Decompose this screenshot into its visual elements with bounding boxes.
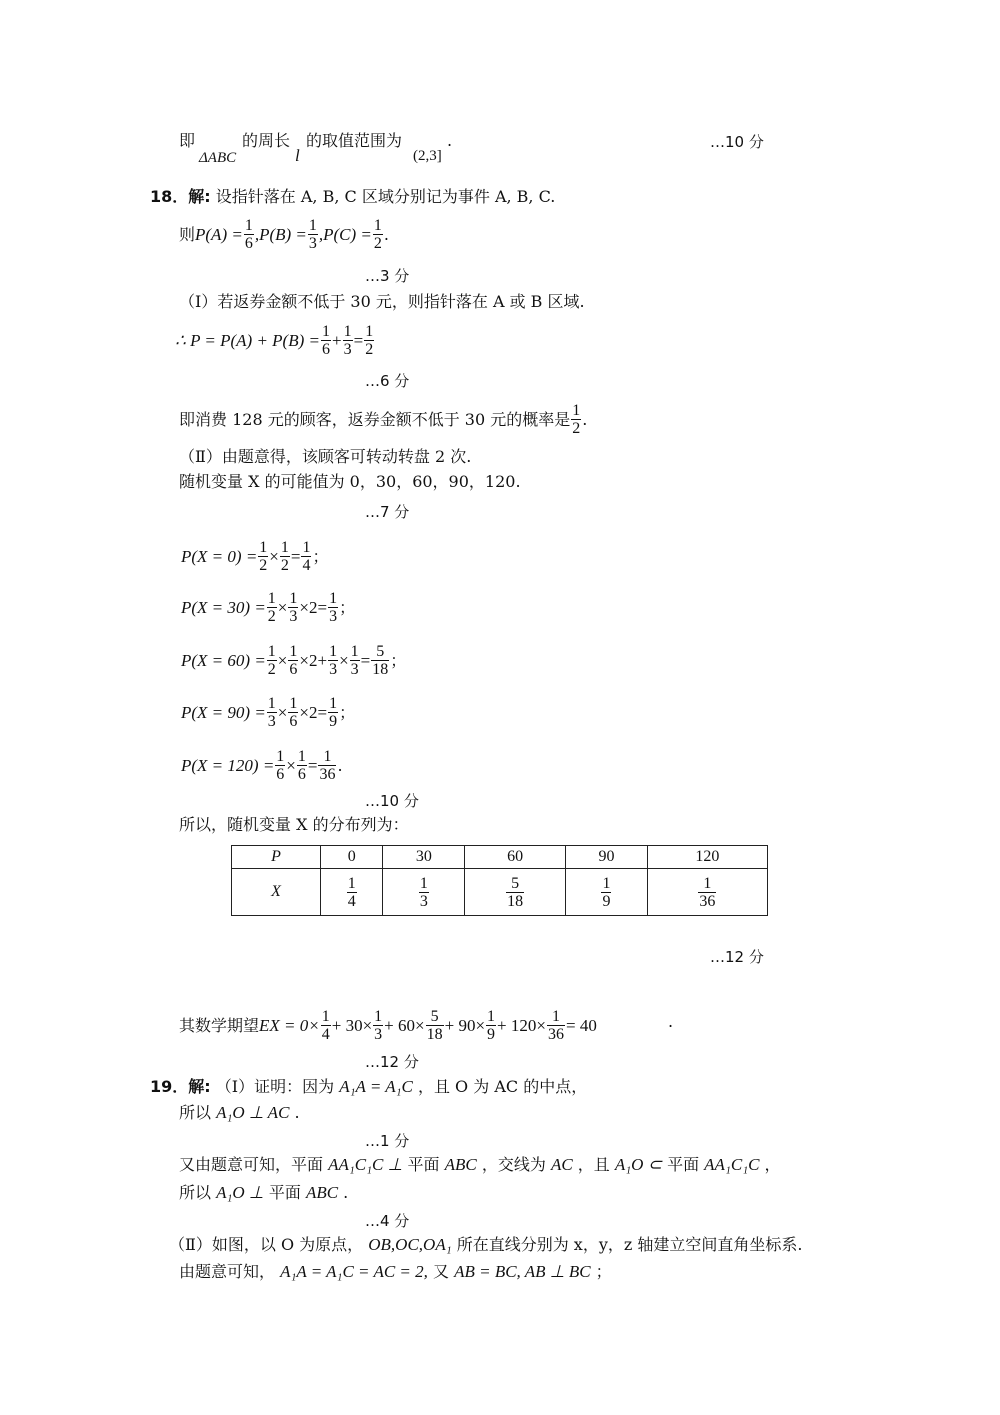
- score-marker: …1 分: [365, 1132, 410, 1150]
- q19-solution-label: 解:: [188, 1077, 211, 1096]
- q19-line4: 所以 A₁O ⊥ 平面 ABC .: [179, 1183, 349, 1202]
- fraction: $\frac{1}{4}$: [302, 539, 311, 574]
- q19-line3: 又由题意可知，平面 AA₁C₁C ⊥ 平面 ABC ，交线为 AC ，且 A₁O ⊂ 平面 AA₁C₁C ，: [179, 1155, 781, 1174]
- fraction: $\frac{1}{2}$: [259, 539, 268, 574]
- fraction: $\frac{5}{18}$: [426, 1008, 443, 1043]
- q18-probabilities: 则 P(A) = $\frac{1}{6}$ ,P(B) = $\frac{1}{3}$ ,P(C) = $\frac{1}{2}$ .: [179, 217, 390, 252]
- score-marker: …6 分: [365, 372, 410, 390]
- q18-part1-conclusion: 即消费 128 元的顾客，返券金额不低于 30 元的概率是 $\frac{1}{2}$ .: [179, 402, 588, 437]
- q18-values: 随机变量 X 的可能值为 0，30，60，90，120.: [179, 472, 521, 491]
- q19-line5: （Ⅱ）如图，以 O 为原点， OB,OC,OA₁ 所在直线分别为 x，y，z 轴建立空间直角坐标系.: [169, 1235, 803, 1254]
- q18-part1-calc: ∴ P = P(A) + P(B) = $\frac{1}{6}$ + $\frac{1}{3}$ = $\frac{1}{2}$: [175, 323, 374, 358]
- fraction: $\frac{1}{3}$: [343, 323, 352, 358]
- prev-dot: .: [447, 131, 453, 150]
- score-marker: …7 分: [365, 503, 410, 521]
- prev-line: 即: [179, 131, 196, 150]
- fraction: $\frac{1}{2}$: [572, 402, 581, 437]
- expectation-line: 其数学期望 EX = 0× $\frac{1}{4}$ + 30× $\frac{1}{3}$ + 60× $\frac{5}{18}$ + 90× $\frac{1}{9}$ + 120× $\frac{1}{36}$ = 40: [179, 1008, 597, 1043]
- fraction: $\frac{1}{3}$: [267, 695, 276, 730]
- table-cell: $\frac{1}{4}$: [321, 869, 383, 916]
- perimeter-l: l: [295, 146, 300, 165]
- fraction: $\frac{1}{6}$: [244, 217, 253, 252]
- prob-x-90: P(X = 90) = $\frac{1}{3}$ × $\frac{1}{6}$ ×2 = $\frac{1}{9}$ ；: [181, 695, 356, 730]
- fraction: $\frac{1}{6}$: [322, 323, 330, 358]
- range-interval: (2,3]: [413, 148, 442, 164]
- fraction: $\frac{1}{2}$: [280, 539, 289, 574]
- q19-line2: 所以 A₁O ⊥ AC .: [179, 1103, 300, 1122]
- triangle-abc: ΔABC: [199, 150, 237, 166]
- prev-perimeter: 的周长: [242, 131, 291, 150]
- fraction: $\frac{1}{9}$: [329, 695, 338, 730]
- fraction: $\frac{1}{3}$: [350, 643, 359, 678]
- prob-x-0: P(X = 0) = $\frac{1}{2}$ × $\frac{1}{2}$ = $\frac{1}{4}$ ；: [181, 539, 329, 574]
- fraction: $\frac{1}{3}$: [308, 217, 317, 252]
- fraction: $\frac{1}{3}$: [329, 643, 338, 678]
- table-cell: $\frac{1}{3}$: [383, 869, 465, 916]
- q19-number: 19．: [150, 1077, 189, 1096]
- table-row: [232, 846, 768, 869]
- table-cell: 0: [321, 846, 383, 869]
- table-cell: $\frac{1}{36}$: [647, 869, 767, 916]
- table-cell: P: [232, 846, 321, 869]
- score-marker: …12 分: [365, 1053, 419, 1071]
- table-cell: $\frac{1}{9}$: [566, 869, 648, 916]
- distribution-table: [231, 845, 768, 916]
- fraction: $\frac{1}{36}$: [319, 748, 336, 783]
- score-marker: …10 分: [710, 133, 764, 151]
- score-marker: …12 分: [710, 948, 764, 966]
- fraction: $\frac{1}{6}$: [297, 748, 306, 783]
- q18-solution-label: 解:: [188, 187, 211, 206]
- q18-number: 18．: [150, 187, 189, 206]
- fraction: $\frac{1}{36}$: [547, 1008, 564, 1043]
- expectation-dot: .: [668, 1012, 674, 1031]
- fraction: $\frac{1}{2}$: [373, 217, 382, 252]
- fraction: $\frac{1}{6}$: [289, 643, 298, 678]
- table-cell: 60: [465, 846, 566, 869]
- score-marker: …4 分: [365, 1212, 410, 1230]
- fraction: $\frac{1}{3}$: [374, 1008, 383, 1043]
- fraction: $\frac{1}{6}$: [289, 695, 298, 730]
- prob-x-120: P(X = 120) = $\frac{1}{6}$ × $\frac{1}{6}$ = $\frac{1}{36}$ .: [181, 748, 343, 783]
- table-cell: 90: [566, 846, 648, 869]
- fraction: $\frac{1}{2}$: [267, 643, 276, 678]
- prob-x-30: P(X = 30) = $\frac{1}{2}$ × $\frac{1}{3}$ ×2 = $\frac{1}{3}$ ；: [181, 590, 356, 625]
- fraction: $\frac{1}{3}$: [289, 590, 298, 625]
- q19-header: 19．解: （Ⅰ）证明：因为 A₁A = A₁C ，且 O 为 AC 的中点，: [150, 1077, 588, 1096]
- fraction: $\frac{1}{2}$: [267, 590, 276, 625]
- prev-range-label: 的取值范围为: [306, 131, 403, 150]
- fraction: $\frac{1}{2}$: [365, 323, 374, 358]
- q18-intro: 设指针落在 A, B, C 区域分别记为事件 A, B, C.: [215, 187, 556, 206]
- q18-part2: （Ⅱ）由题意得，该顾客可转动转盘 2 次.: [179, 447, 472, 466]
- q18-dist-intro: 所以，随机变量 X 的分布列为：: [179, 815, 409, 834]
- fraction: $\frac{5}{18}$: [372, 643, 389, 678]
- table-cell: 120: [647, 846, 767, 869]
- prob-x-60: P(X = 60) = $\frac{1}{2}$ × $\frac{1}{6}$ ×2 + $\frac{1}{3}$ × $\frac{1}{3}$ = $\frac{5}{18}$ ；: [181, 643, 407, 678]
- score-marker: …3 分: [365, 267, 410, 285]
- table-cell: X: [232, 869, 321, 916]
- fraction: $\frac{1}{6}$: [276, 748, 285, 783]
- q19-line6: 由题意可知， A₁A = A₁C = AC = 2, 又 AB = BC, AB ⊥ BC ；: [179, 1262, 612, 1281]
- q18-header: [150, 187, 555, 207]
- score-marker: …10 分: [365, 792, 419, 810]
- fraction: $\frac{1}{3}$: [329, 590, 338, 625]
- table-row: [232, 869, 768, 916]
- table-cell: 30: [383, 846, 465, 869]
- fraction: $\frac{1}{4}$: [321, 1008, 330, 1043]
- q18-part1: （Ⅰ）若返券金额不低于 30 元，则指针落在 A 或 B 区域.: [179, 292, 585, 311]
- fraction: $\frac{1}{9}$: [487, 1008, 496, 1043]
- table-cell: $\frac{5}{18}$: [465, 869, 566, 916]
